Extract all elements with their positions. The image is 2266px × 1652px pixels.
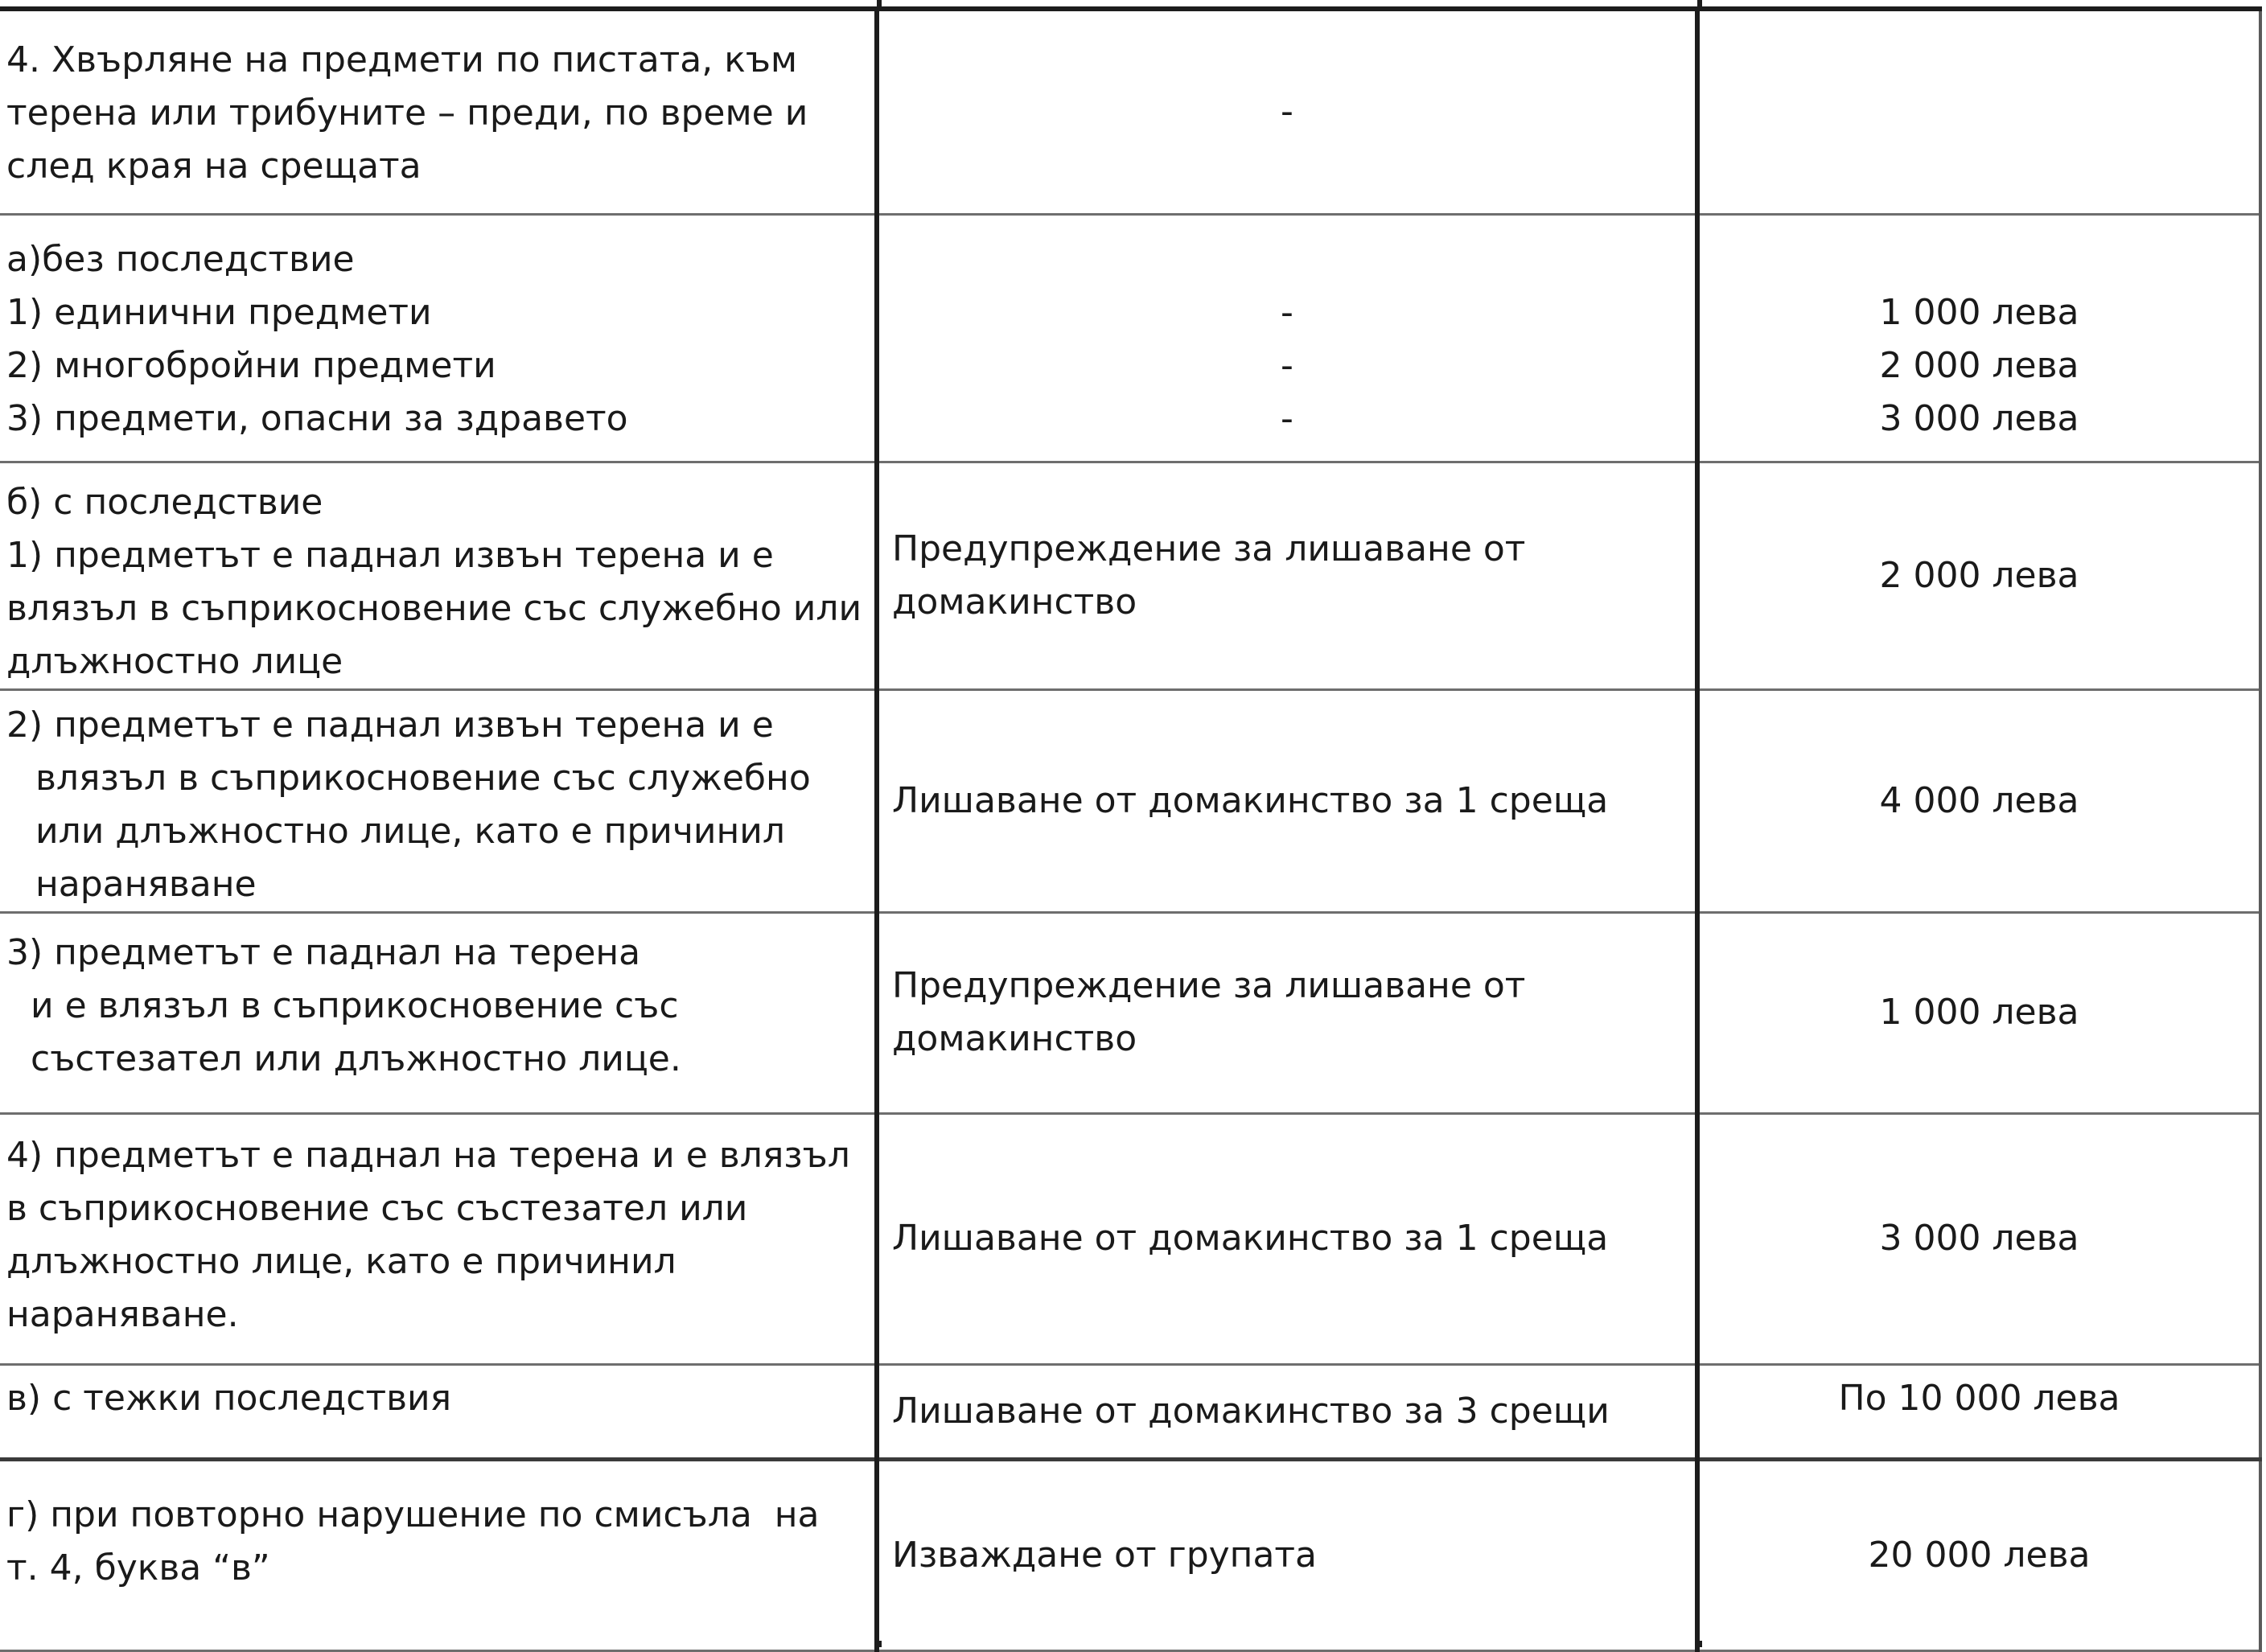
fine-cell [1697,1364,2260,1459]
violation-text: а)без последствие [6,238,355,280]
violation-text: състезател или длъжностно лице. [31,1038,681,1079]
sanction-cell [877,214,1697,462]
sanction-cell [877,462,1697,689]
sanction-cell [877,912,1697,1113]
column-divider-stub [1697,0,1702,11]
violation-cell [0,1113,877,1364]
fine-amount: По 10 000 лева [1838,1377,2120,1419]
fine-cell [1697,1113,2260,1364]
fine-amount: 3 000 лева [1879,397,2079,439]
penalties-table [0,11,2262,1652]
violation-text: 2) многобройни предмети [6,344,496,386]
table-top-border [0,0,2262,11]
sanction-cell [877,11,1697,214]
fine-amount: 20 000 лева [1868,1534,2091,1576]
violation-text: терена или трибуните – преди, по време и [6,92,808,134]
violation-text: 4) предметът е паднал на терена и е влязъл [6,1134,850,1176]
violation-text: влязъл в съприкосновение със служебно или [6,587,862,629]
table-row [0,1459,2260,1650]
table-row [0,214,2260,462]
violation-cell [0,689,877,912]
table-row [0,1113,2260,1364]
violation-cell [0,1459,877,1650]
table-row [0,11,2260,214]
sanction-text: Лишаване от домакинство за 1 среща [892,779,1609,821]
violation-cell [0,214,877,462]
sanction-text: Предупреждение за лишаване от [892,528,1526,569]
fine-cell [1697,689,2260,912]
fine-cell [1697,912,2260,1113]
fine-amount: 2 000 лева [1879,554,2079,596]
fine-amount: 3 000 лева [1879,1218,2079,1259]
sanction-cell [877,1364,1697,1459]
violation-text: в) с тежки последствия [6,1377,452,1419]
violation-text: или длъжностно лице, като е причинил [35,810,785,852]
violation-text: след края на срещата [6,146,422,187]
sanction-cell [877,689,1697,912]
sanction-text: Изваждане от групата [892,1534,1317,1576]
column-divider-stub [1697,1641,1702,1647]
column-divider-stub [877,0,882,11]
violation-text: б) с последствие [6,481,323,523]
table-row [0,1364,2260,1459]
violation-text: нараняване. [6,1293,239,1335]
sanction-text: Предупреждение за лишаване от [892,965,1526,1006]
sanction-text: - [1281,91,1293,133]
violation-text: г) при повторно нарушение по смисъла на [6,1494,820,1535]
violation-cell [0,462,877,689]
violation-text: 2) предметът е паднал извън терена и е [6,704,774,746]
fine-cell [1697,462,2260,689]
sanction-cell [877,1459,1697,1650]
sanction-text: домакинство [892,1018,1137,1059]
violation-cell [0,912,877,1113]
fine-amount: 2 000 лева [1879,344,2079,386]
fine-cell [1697,1459,2260,1650]
violation-cell [0,1364,877,1459]
violation-text: длъжностно лице [6,640,343,682]
violation-text: 3) предметът е паднал на терена [6,931,641,973]
sanction-text: - [1281,291,1293,333]
sanction-text: домакинство [892,581,1137,623]
fine-amount: 4 000 лева [1879,779,2079,821]
violation-text: 1) предметът е паднал извън терена и е [6,534,774,576]
table-row [0,462,2260,689]
violation-text: и е влязъл в съприкосновение със [31,984,679,1026]
violation-text: 1) единични предмети [6,291,432,333]
violation-text: в съприкосновение със състезател или [6,1187,748,1229]
violation-text: т. 4, буква “в” [6,1547,270,1588]
violation-text: длъжностно лице, като е причинил [6,1240,677,1282]
violation-text: влязъл в съприкосновение със служебно [35,757,811,799]
sanction-text: - [1281,344,1293,386]
fine-cell [1697,11,2260,214]
sanction-text: Лишаване от домакинство за 1 среща [892,1218,1609,1259]
fine-cell [1697,214,2260,462]
violation-text: нараняване [35,863,257,905]
table-row [0,689,2260,912]
table-row [0,912,2260,1113]
violation-text: 4. Хвърляне на предмети по пистата, към [6,39,798,80]
violation-cell [0,11,877,214]
sanction-text: Лишаване от домакинство за 3 срещи [892,1390,1610,1432]
fine-amount: 1 000 лева [1879,291,2079,333]
fine-amount: 1 000 лева [1879,992,2079,1033]
sanction-cell [877,1113,1697,1364]
sanction-text: - [1281,397,1293,439]
violation-text: 3) предмети, опасни за здравето [6,397,628,439]
column-divider-stub [877,1641,882,1647]
